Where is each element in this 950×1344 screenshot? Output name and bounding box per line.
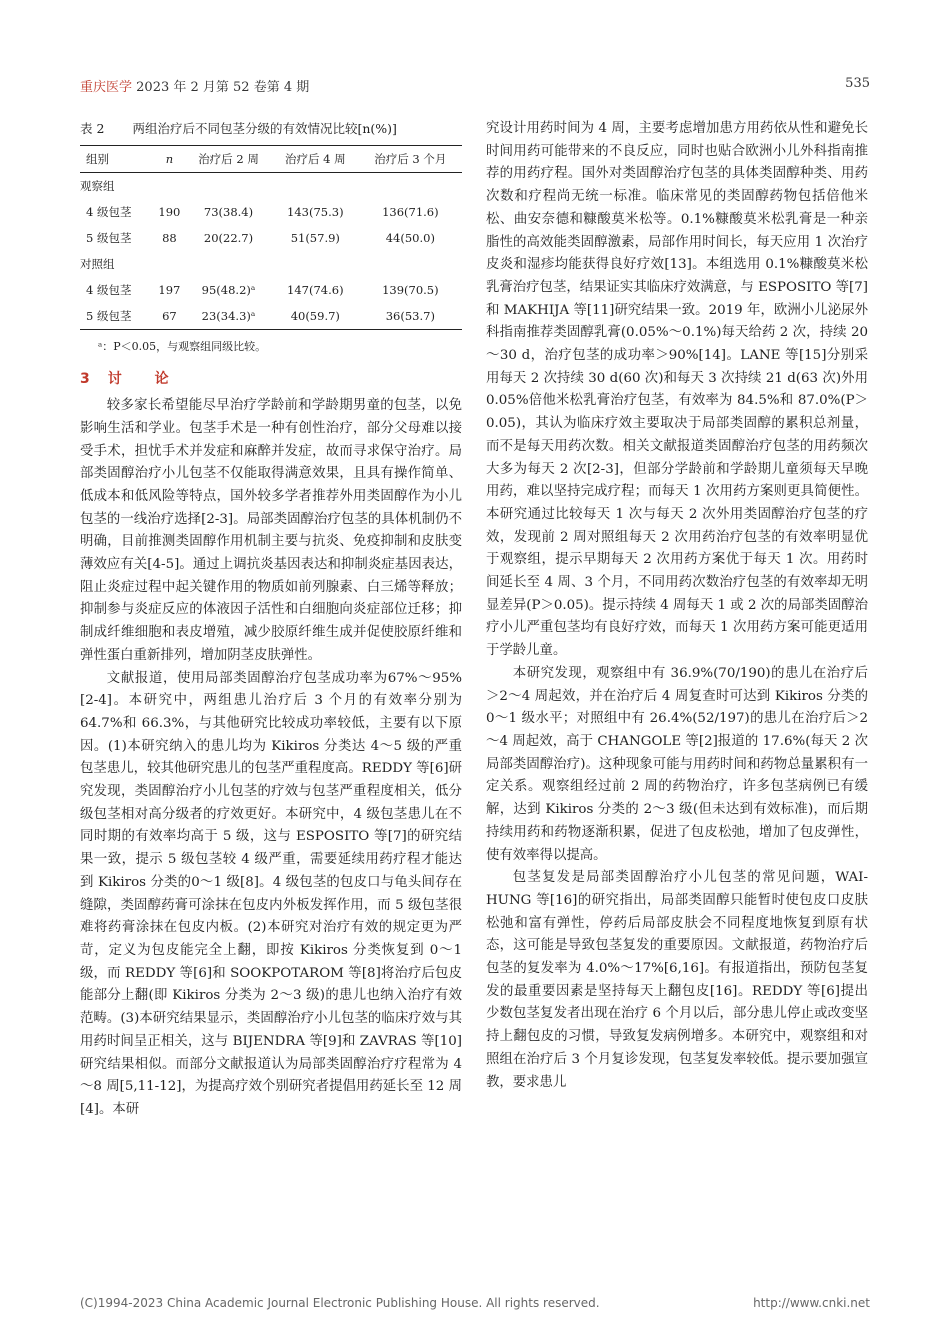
right-column — [486, 118, 868, 1094]
body-paragraph: 文献报道，使用局部类固醇治疗包茎成功率为67%～95%[2-4]。本研究中，两组患儿治疗后 3 个月的有效率分别为 64.7%和 66.3%，与其他研究比较成功率较低，主要有以下原因。(1)本研究纳入的患儿均为 Kikiros 分类达 4～5 级的严重包茎患儿，较其他研究患儿的包茎严重程度高。REDDY 等[6]研究发现，类固醇治疗小儿包茎的疗效与包茎严重程度相关，低分级包茎相对高分级者的疗效更好。本研究中，4 级包茎患儿在不同时期的有效率均高于 5 级，这与 ESPOSITO 等[7]的研究结果一致，提示 5 级包茎较 4 级严重，需要延续用药疗程才能达到 Kikiros 分类的0～1 级[8]。4 级包茎的包皮口与龟头间存在缝隙，类固醇药膏可涂抹在包皮内外板发挥作用，而 5 级包茎很难将药膏涂抹在包皮内板。(2)本研究对治疗有效的规定更为严苛，定义为包皮能完全上翻，即按 Kikiros 分类恢复到 0～1 级，而 REDDY 等[6]和 SOOKPOTAROM 等[8]将治疗后包皮能部分上翻(即 Kikiros 分类为 2～3 级)的患儿也纳入治疗有效范畴。(3)本研究结果显示，类固醇治疗小儿包茎的临床疗效与其用药时间呈正相关，这与 BIJENDRA 等[9]和 ZAVRAS 等[10]研究结果相似。而部分文献报道认为局部类固醇治疗疗程常为 4～8 周[5,11-12]，为提高疗效个别研究者提倡用药延长至 12 周[4]。本研 — [80, 670, 462, 1117]
row-label: 4 级包茎 — [86, 204, 132, 219]
table-footnote: ᵃ：P＜0.05，与观察组同级比较。 — [98, 339, 267, 353]
table-row — [80, 199, 462, 225]
cell-3m: 44(50.0) — [385, 230, 435, 245]
cell-2w: 23(34.3)ᵃ — [201, 308, 256, 323]
col-header-4w: 治疗后 4 周 — [284, 151, 346, 166]
body-paragraph: 本研究发现，观察组中有 36.9%(70/190)的患儿在治疗后＞2～4 周起效，并在治疗后 4 周复查时可达到 Kikiros 分类的 0～1 级水平；对照组中有 26.4%(52/197)的患儿在治疗后＞2～4 周起效，高于 CHANGOLE 等[2]报道的 17.6%(每天 2 次局部类固醇治疗)。这种现象可能与用药时间和药物总量累积有一定关系。观察组经过前 2 周的药物治疗，许多包茎病例已有缓解，达到 Kikiros 分类的 2～3 级(但未达到有效标准)，而后期持续用药和药物逐渐积累，促进了包皮松弛，增加了包皮弹性，使有效率得以提高。 — [486, 665, 868, 863]
cell-3m: 36(53.7) — [385, 308, 435, 323]
cell-4w: 51(57.9) — [290, 230, 340, 245]
cell-4w: 40(59.7) — [290, 308, 340, 323]
journal-info — [80, 76, 309, 95]
row-label: 4 级包茎 — [86, 282, 132, 297]
cell-n: 88 — [162, 230, 177, 245]
cell-2w: 73(38.4) — [203, 204, 254, 219]
cell-3m: 139(70.5) — [382, 282, 439, 297]
cell-n: 190 — [158, 204, 181, 219]
col-header-n: n — [165, 151, 174, 166]
table-row — [80, 225, 462, 251]
table-group-row — [80, 251, 462, 277]
table-label: 表 2 — [80, 121, 105, 136]
body-paragraph: 究设计用药时间为 4 周，主要考虑增加患方用药依从性和避免长时间用药可能带来的不良反应，同时也贴合欧洲小儿外科指南推荐的用药疗程。国外对类固醇治疗包茎的具体类固醇种类、用药次数和疗程尚无统一标准。临床常见的类固醇药物包括倍他米松、曲安奈德和糠酸莫米松等。0.1%糠酸莫米松乳膏是一种亲脂性的高效能类固醇激素，局部作用时间长，每天应用 1 次治疗皮炎和湿疹均能获得良好疗效[13]。本组选用 0.1%糠酸莫米松乳膏治疗包茎，结果证实其临床疗效满意，与 ESPOSITO 等[7]和 MAKHIJA 等[11]研究结果一致。2019 年，欧洲小儿泌尿外科指南推荐类固醇乳膏(0.05%～0.1%)每天给药 2 次，持续 20～30 d，治疗包茎的成功率＞90%[14]。LANE 等[15]分别采用每天 2 次持续 30 d(60 次)和每天 3 次持续 21 d(63 次)外用 0.05%倍他米松乳膏治疗包茎，有效率为 84.5%和 87.0%(P＞0.05)，其认为临床疗效主要取决于局部类固醇的累积总剂量，而不是每天用药次数。相关文献报道类固醇治疗包茎的用药频次大多为每天 2 次[2-3]，但部分学龄前和学龄期儿童须每天早晚用药，难以坚持完成疗程；而每天 1 次用药方案则更具简便性。本研究通过比较每天 1 次与每天 2 次外用类固醇治疗包茎的疗效，发现前 2 周对照组每天 2 次用药治疗包茎的有效率明显优于观察组，提示早期每天 2 次用药方案优于每天 1 次。用药时间延长至 4 周、3 个月，不同用药次数治疗包茎的有效率却无明显差异(P＞0.05)。提示持续 4 周每天 1 或 2 次的局部类固醇治疗小儿严重包茎均有良好疗效，而每天 1 次用药方案可能更适用于学龄儿童。 — [486, 121, 868, 659]
section-number: 3 — [80, 371, 90, 388]
footer-link[interactable]: http://www.cnki.net — [753, 1296, 870, 1310]
group-name: 对照组 — [80, 256, 115, 271]
group-name: 观察组 — [80, 178, 115, 193]
table-caption — [80, 118, 462, 141]
col-header-group: 组别 — [86, 151, 109, 166]
body-paragraph: 较多家长希望能尽早治疗学龄前和学龄期男童的包茎，以免影响生活和学业。包茎手术是一种有创性治疗，部分父母难以接受手术，担忧手术并发症和麻醉并发症，故而寻求保守治疗。局部类固醇治疗小儿包茎不仅能取得满意效果，且具有操作简单、低成本和低风险等特点，国外较多学者推荐外用类固醇作为小儿包茎的一线治疗选择[2-3]。局部类固醇治疗包茎的具体机制仍不明确，目前推测类固醇作用机制主要与抗炎、免疫抑制和皮肤变薄效应有关[4-5]。通过上调抗炎基因表达和抑制炎症基因表达，阻止炎症过程中起关键作用的物质如前列腺素、白三烯等释放；抑制参与炎症反应的体液因子活性和白细胞向炎症部位迁移；抑制成纤维细胞和表皮增殖，减少胶原纤维生成并促使胶原纤维和弹性蛋白重新排列，增加阴茎皮肤弹性。 — [80, 398, 462, 663]
cell-3m: 136(71.6) — [382, 204, 439, 219]
row-label: 5 级包茎 — [86, 230, 132, 245]
table-title: 两组治疗后不同包茎分级的有效情况比较[n(%)] — [132, 121, 397, 136]
cell-2w: 95(48.2)ᵃ — [201, 282, 256, 297]
table-group-row — [80, 172, 462, 199]
cell-4w: 147(74.6) — [287, 282, 344, 297]
running-header — [80, 76, 870, 98]
col-header-2w: 治疗后 2 周 — [198, 151, 259, 166]
section-title: 讨 论 — [107, 371, 183, 388]
table-row — [80, 303, 462, 330]
page-number: 535 — [845, 76, 870, 91]
body-paragraph: 包茎复发是局部类固醇治疗小儿包茎的常见问题，WAI-HUNG 等[16]的研究指出，局部类固醇只能暂时使包皮口皮肤松弛和富有弹性，停药后局部皮肤会不同程度地恢复到原有状态，这可能是导致包茎复发的重要原因。文献报道，药物治疗后包茎的复发率为 4.0%～17%[6,16]。有报道指出，预防包茎复发的最重要因素是坚持每天上翻包皮[16]。REDDY 等[6]提出少数包茎复发者出现在治疗 6 个月以后，部分患儿停止或改变坚持上翻包皮的习惯，导致复发病例增多。本研究中，观察组和对照组在治疗后 3 个月复诊发现，包茎复发率较低。提示要加强宣教，要求患儿 — [486, 870, 868, 1090]
copyright-notice: (C)1994-2023 China Academic Journal Electronic Publishing House. All rights reserved. — [80, 1296, 600, 1310]
table-header-row — [80, 145, 462, 172]
cell-n: 197 — [158, 282, 181, 297]
cell-2w: 20(22.7) — [203, 230, 254, 245]
row-label: 5 级包茎 — [86, 308, 132, 323]
cell-4w: 143(75.3) — [287, 204, 344, 219]
results-table — [80, 145, 462, 330]
section-heading — [80, 368, 462, 391]
left-column — [80, 118, 462, 1122]
journal-name: 重庆医学 — [80, 80, 133, 95]
issue-info: 2023 年 2 月第 52 卷第 4 期 — [136, 80, 310, 95]
cell-n: 67 — [162, 308, 177, 323]
table-row — [80, 277, 462, 303]
col-header-3m: 治疗后 3 个月 — [374, 151, 447, 166]
